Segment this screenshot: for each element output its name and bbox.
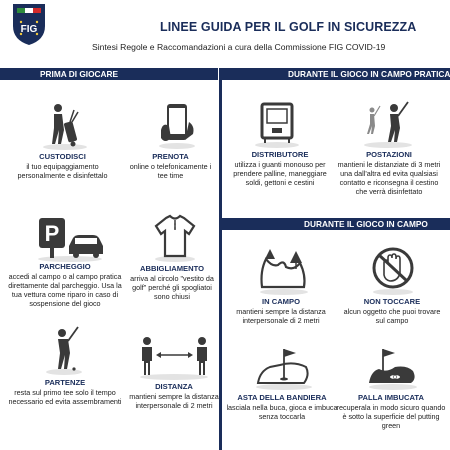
page-title: LINEE GUIDA PER IL GOLF IN SICUREZZA	[160, 20, 417, 34]
section-bar-pratica	[222, 68, 450, 80]
item-title: PARTENZE	[44, 378, 86, 387]
item-palla-imbucata	[336, 393, 446, 430]
page-subtitle: Sintesi Regole e Raccomandazioni a cura della Commissione FIG COVID-19	[92, 42, 386, 52]
item-title: PRENOTA	[152, 152, 189, 161]
golfer-swing-icon	[42, 325, 87, 375]
course-icon	[256, 245, 311, 295]
item-title: PARCHEGGIO	[39, 262, 91, 271]
item-abbigliamento	[128, 264, 216, 301]
golf-bag-icon	[40, 100, 90, 150]
item-title: DISTANZA	[155, 382, 193, 391]
item-text: online o telefonicamente i tee time	[129, 162, 212, 180]
svg-text:P: P	[44, 221, 60, 246]
section-bar-campo	[222, 218, 450, 230]
item-in-campo	[232, 297, 330, 325]
no-touch-icon	[368, 245, 418, 295]
dispenser-icon	[252, 98, 302, 148]
item-distanza	[128, 382, 220, 410]
item-distributore	[226, 150, 334, 187]
item-title: IN CAMPO	[262, 297, 300, 306]
section-bar-prima	[0, 68, 218, 80]
item-text: mantieni sempre la distanza interpersonale di 2 metri	[129, 392, 219, 410]
item-prenota	[128, 152, 213, 180]
item-title: ABBIGLIAMENTO	[140, 264, 204, 273]
item-postazioni	[335, 150, 443, 196]
item-title: ASTA DELLA BANDIERA	[237, 393, 327, 402]
phone-icon	[155, 100, 200, 150]
item-text: il tuo equipaggiamento personalmente e disinfettalo	[17, 162, 108, 180]
item-text: resta sul primo tee solo il tempo necessario ed evita assembramenti	[8, 388, 122, 406]
item-partenze	[6, 378, 124, 406]
item-title: CUSTODISCI	[39, 152, 86, 161]
section-label-pratica: DURANTE IL GIOCO IN CAMPO PRATICA	[288, 69, 450, 79]
golfers-icon	[360, 98, 415, 148]
item-text: arriva al circolo "vestito da golf" perché gli spogliatoi sono chiusi	[130, 274, 214, 301]
parking-icon	[35, 212, 105, 262]
section-label-campo: DURANTE IL GIOCO IN CAMPO	[304, 219, 428, 229]
item-non-toccare	[340, 297, 444, 325]
ball-hole-icon	[365, 345, 420, 390]
distance-icon	[137, 335, 212, 380]
polo-shirt-icon	[150, 212, 200, 262]
flag-icon	[254, 345, 314, 390]
item-text: utilizza i guanti monouso per prendere palline, maneggiare soldi, gettoni e cestini	[233, 160, 327, 187]
item-title: NON TOCCARE	[363, 297, 421, 306]
item-text: recuperala in modo sicuro quando è sotto la superficie del putting green	[336, 403, 446, 430]
item-text: accedi al campo o al campo pratica direttamente dal parcheggio. Usa la tua vettura come riparo in caso di sospensione del gioco	[8, 272, 122, 308]
item-title: POSTAZIONI	[366, 150, 412, 159]
fig-logo	[9, 2, 49, 46]
item-text: mantieni le distanziate di 3 metri una dall'altra ed evita qualsiasi contatto e riconsegna il cestino che verrà disinfettato	[337, 160, 441, 196]
item-title: PALLA IMBUCATA	[358, 393, 424, 402]
item-asta-bandiera	[226, 393, 338, 421]
logo-text: FIG	[20, 24, 38, 35]
item-title: DISTRIBUTORE	[251, 150, 309, 159]
item-text: alcun oggetto che puoi trovare sul campo	[343, 307, 441, 325]
item-text: lasciala nella buca, gioca e imbuca senza toccarla	[226, 403, 338, 421]
item-custodisci	[10, 152, 115, 180]
section-label-prima: PRIMA DI GIOCARE	[40, 69, 119, 79]
item-parcheggio	[6, 262, 124, 308]
item-text: mantieni sempre la distanza interpersonale di 2 metri	[236, 307, 326, 325]
